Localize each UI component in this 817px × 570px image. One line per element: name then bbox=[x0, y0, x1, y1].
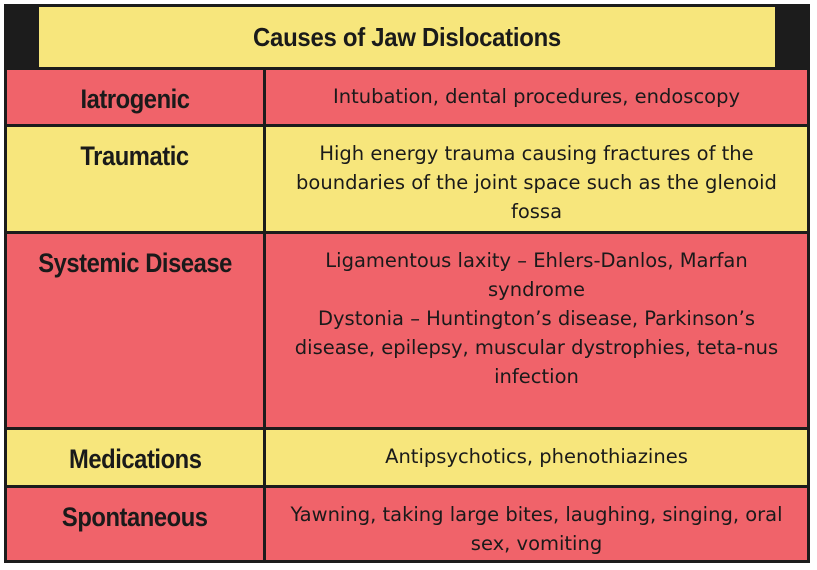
table-title: Causes of Jaw Dislocations bbox=[39, 7, 775, 67]
table-row-traumatic bbox=[7, 127, 807, 231]
cause-description: High energy trauma causing fractures of the boundaries of the joint space such as the glenoid fossa bbox=[296, 142, 777, 223]
table-row-spontaneous bbox=[7, 488, 807, 560]
cause-description: Intubation, dental procedures, endoscopy bbox=[332, 85, 741, 108]
cause-description: Ligamentous laxity – Ehlers-Danlos, Marfan syndrome Dystonia – Huntington’s disease, Parkinson’s disease, epilepsy, muscular dystrophies, teta-nus infection bbox=[294, 249, 779, 388]
table-row-systemic-disease bbox=[7, 234, 807, 427]
cause-label: Spontaneous bbox=[7, 488, 266, 560]
cause-description: Yawning, taking large bites, laughing, singing, oral sex, vomiting bbox=[290, 503, 783, 555]
cause-label: Traumatic bbox=[7, 127, 266, 231]
table-row-iatrogenic bbox=[7, 70, 807, 124]
cause-label: Iatrogenic bbox=[7, 70, 266, 124]
cause-label: Systemic Disease bbox=[7, 234, 266, 427]
causes-table bbox=[4, 4, 810, 563]
cause-description: Antipsychotics, phenothiazines bbox=[385, 445, 688, 468]
cause-label: Medications bbox=[7, 430, 266, 485]
table-row-medications bbox=[7, 430, 807, 485]
